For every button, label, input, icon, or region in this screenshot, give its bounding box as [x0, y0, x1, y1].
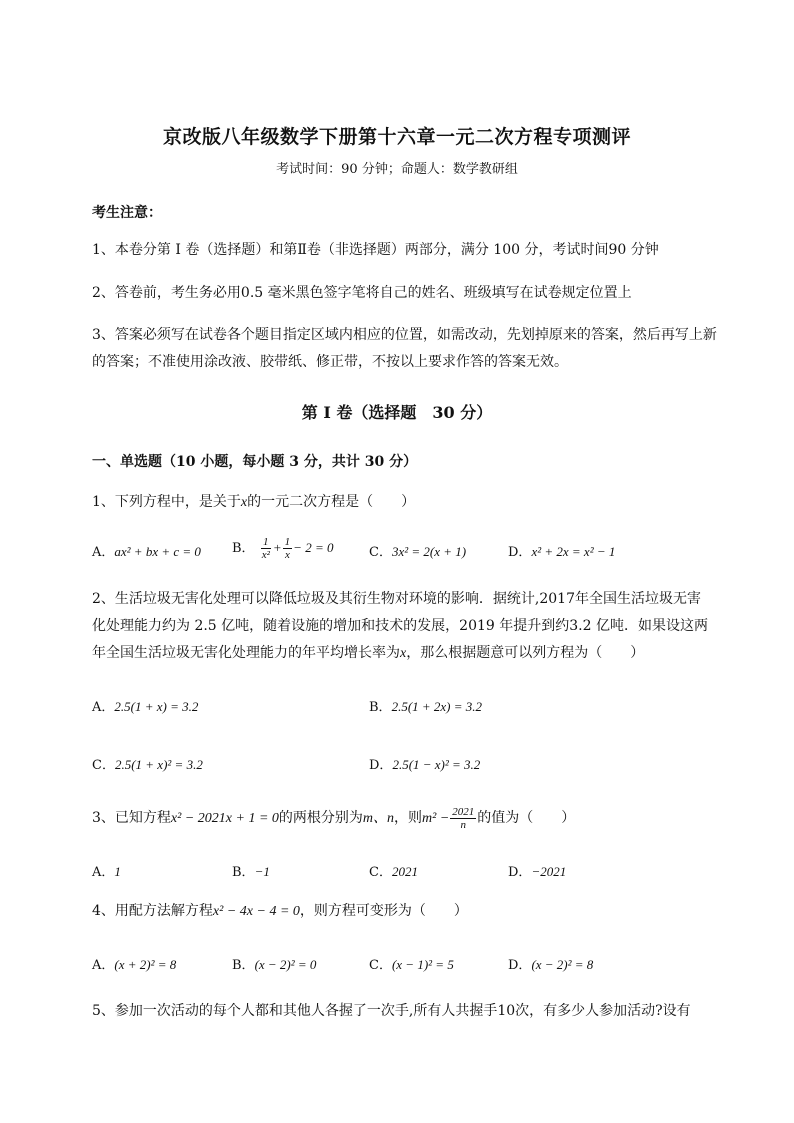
q4-option-a-label: A．: [92, 958, 115, 973]
q2-option-d[interactable]: [369, 754, 480, 773]
q4-option-c-label: C．: [369, 958, 392, 973]
exam-title: 京改版八年级数学下册第十六章一元二次方程专项测评: [162, 126, 631, 148]
q3-option-a[interactable]: [92, 861, 121, 880]
notice-heading: 考生注意：: [92, 205, 162, 221]
q2-option-c-text: 2.5(1 + x)² = 3.2: [114, 757, 203, 772]
q1-b-den-1: x²: [261, 549, 270, 561]
q3-option-d-label: D．: [508, 865, 532, 880]
q3-fraction-den: n: [460, 818, 467, 831]
q1-option-b-fraction-2: [283, 536, 293, 561]
notice-item-1: 1、本卷分第 I 卷（选择题）和第Ⅱ卷（非选择题）两部分，满分 100 分，考试时间90 分钟: [92, 242, 659, 258]
q2-option-b-text: 2.5(1 + 2x) = 3.2: [391, 699, 483, 714]
q3-stem-expr: m² −: [422, 811, 450, 826]
notice-item-2: 2、答卷前，考生务必用0.5 毫米黑色签字笔将自己的姓名、班级填写在试卷规定位置上: [92, 285, 632, 301]
q4-stem: [92, 898, 742, 925]
q3-option-c-text: 2021: [391, 864, 418, 879]
exam-subtitle: 考试时间：90 分钟；命题人：数学教研组: [276, 162, 518, 177]
q4-stem-post: ，则方程可变形为（ ）: [299, 903, 468, 919]
q1-b-tail: − 2 = 0: [293, 540, 334, 555]
q1-stem-pre: 1、下列方程中，是关于: [92, 494, 241, 510]
q2-option-c-label: C．: [92, 758, 115, 773]
q4-option-d-label: D．: [508, 958, 532, 973]
q3-fraction-num: 2021: [452, 805, 475, 818]
q3-option-b-label: B．: [232, 865, 255, 880]
q1-option-b-fraction-1: [260, 536, 272, 561]
q4-option-c-text: (x − 1)² = 5: [391, 957, 454, 972]
q1-b-num-1: 1: [263, 536, 269, 548]
q1-b-num-2: 1: [284, 536, 291, 548]
q3-option-b[interactable]: [232, 861, 270, 880]
part-heading: 一、单选题（10 小题，每小题 3 分，共计 30 分）: [92, 454, 418, 470]
q3-stem-pre: 3、已知方程: [92, 810, 171, 826]
notice-item-3-line-2: 的答案；不准使用涂改液、胶带纸、修正带，不按以上要求作答的答案无效。: [92, 354, 568, 370]
q1-b-plus: +: [272, 540, 282, 555]
q2-option-c[interactable]: [92, 754, 203, 773]
q2-stem-line-2: 化处理能力约为 2.5 亿吨，随着设施的增加和技术的发展，2019 年提升到约3.2 亿吨．如果设这两: [92, 618, 708, 634]
q3-option-a-label: A．: [92, 865, 115, 880]
notice-item-3-line-1: 3、答案必须写在试卷各个题目指定区域内相应的位置，如需改动，先划掉原来的答案，然后再写上新: [92, 327, 717, 343]
q3-stem-post: 的值为（ ）: [477, 810, 576, 826]
q2-stem-var: x: [400, 646, 407, 661]
q1-option-a-text: ax² + bx + c = 0: [114, 544, 201, 559]
section-title: 第 I 卷（选择题 30 分）: [301, 403, 493, 422]
q3-option-c-label: C．: [369, 865, 392, 880]
q2-option-b-label: B．: [369, 700, 392, 715]
q2-stem-line-3-pre: 年全国生活垃圾无害化处理能力的年平均增长率为: [92, 645, 400, 661]
q1-stem-var: x: [240, 495, 248, 510]
q2-option-a-label: A．: [92, 700, 115, 715]
q1-option-d-text: x² + 2x = x² − 1: [531, 544, 616, 559]
q4-option-b[interactable]: [232, 954, 316, 973]
q4-option-d-text: (x − 2)² = 8: [531, 957, 594, 972]
q4-option-d[interactable]: [508, 954, 593, 973]
q4-option-c[interactable]: [369, 954, 454, 973]
q3-option-d[interactable]: [508, 861, 566, 880]
q4-option-a[interactable]: [92, 954, 176, 973]
q2-option-d-label: D．: [369, 758, 393, 773]
q2-option-d-text: 2.5(1 − x)² = 3.2: [392, 757, 481, 772]
q3-option-b-text: −1: [254, 864, 270, 879]
q4-option-b-label: B．: [232, 958, 255, 973]
q3-stem-vars: m、n: [362, 811, 395, 826]
q3-option-a-text: 1: [114, 864, 121, 879]
q4-option-a-text: (x + 2)² = 8: [114, 957, 177, 972]
q4-stem-pre: 4、用配方法解方程: [92, 903, 213, 919]
q1-option-a-label: A．: [92, 545, 115, 560]
q2-stem-line-3-post: ，那么根据题意可以列方程为（ ）: [406, 645, 645, 661]
q1-stem-post: 的一元二次方程是（ ）: [247, 494, 416, 510]
q3-stem-equation: x² − 2021x + 1 = 0: [170, 811, 279, 826]
q2-option-a[interactable]: [92, 696, 198, 715]
q3-stem-fraction: [450, 806, 476, 831]
q1-option-b-label: B．: [232, 541, 255, 556]
q3-stem-mid: 的两根分别为: [278, 810, 363, 826]
q3-stem: [92, 805, 742, 832]
q1-option-d-label: D．: [508, 545, 532, 560]
q4-stem-equation: x² − 4x − 4 = 0: [212, 904, 300, 919]
q2-option-b[interactable]: [369, 696, 482, 715]
q4-option-b-text: (x − 2)² = 0: [254, 957, 317, 972]
q1-option-a[interactable]: [92, 541, 201, 560]
q1-option-c-text: 3x² = 2(x + 1): [391, 544, 467, 559]
q1-option-d[interactable]: [508, 541, 615, 560]
q3-stem-then: ，则: [394, 810, 423, 826]
q1-option-c[interactable]: [369, 541, 466, 560]
q3-option-d-text: −2021: [531, 864, 567, 879]
q1-option-c-label: C．: [369, 545, 392, 560]
q2-stem-line-3: [92, 640, 742, 667]
q1-option-b[interactable]: [232, 536, 333, 561]
q1-b-den-2: x: [284, 549, 290, 561]
q1-stem: [92, 489, 742, 516]
q2-option-a-text: 2.5(1 + x) = 3.2: [114, 699, 199, 714]
q5-stem-line-1: 5、参加一次活动的每个人都和其他人各握了一次手,所有人共握手10次，有多少人参加活动?设有: [92, 1003, 691, 1019]
q3-option-c[interactable]: [369, 861, 418, 880]
q2-stem-line-1: 2、生活垃圾无害化处理可以降低垃圾及其衍生物对环境的影响．据统计,2017年全国生活垃圾无害: [92, 591, 701, 607]
